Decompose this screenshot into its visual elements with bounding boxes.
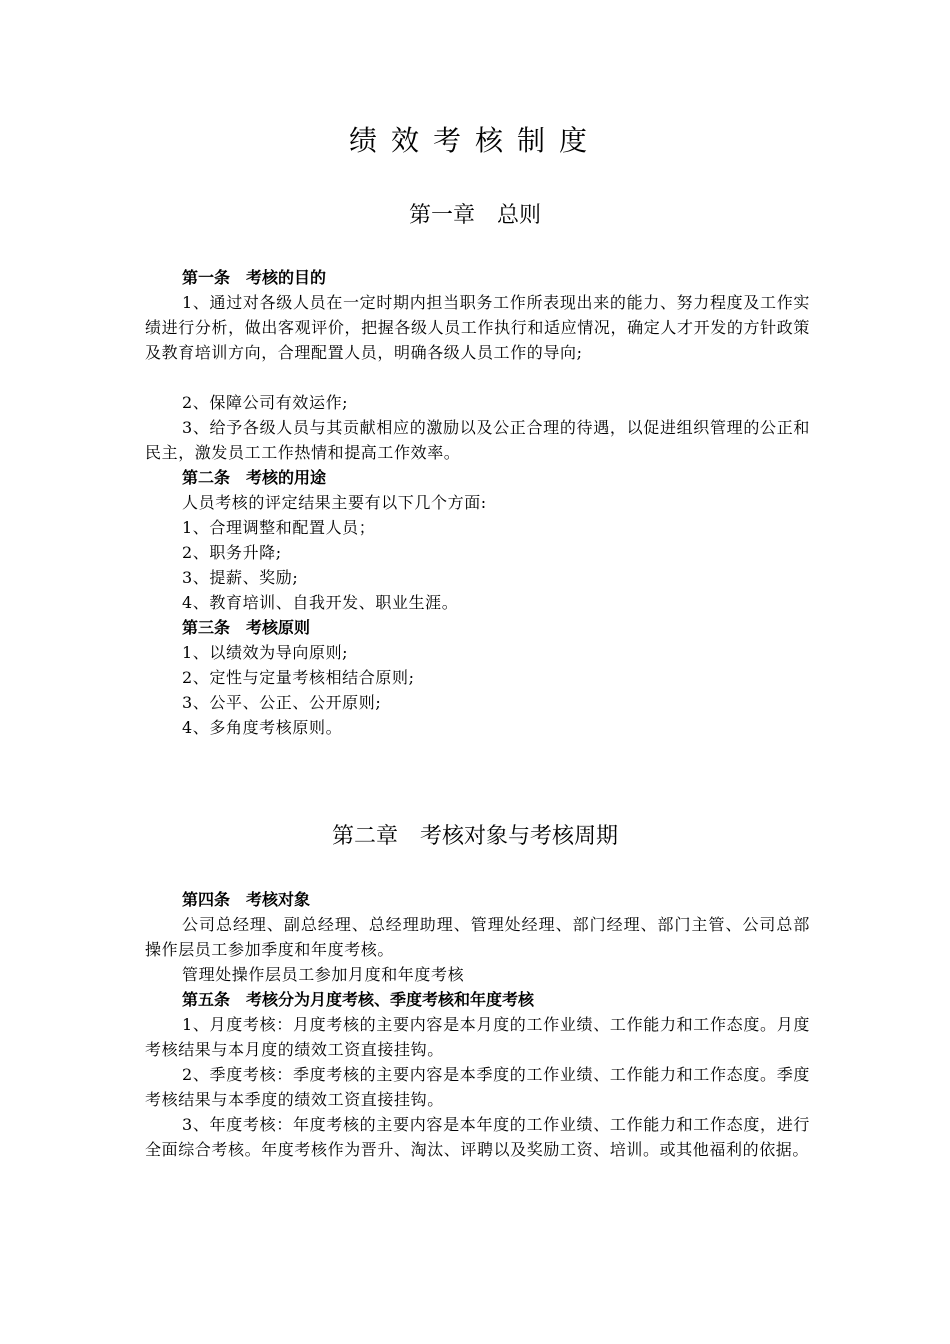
article-4-paragraph-2: 管理处操作层员工参加月度和年度考核 [182,965,465,984]
chapter-2-heading: 第二章 考核对象与考核周期 [331,824,618,849]
article-1-item-1: 1、通过对各级人员在一定时期内担当职务工作所表现出来的能力、努力程度及工作实绩进行分析，做出客观评价，把握各级人员工作执行和适应情况，确定人才开发的方针政策及教育培训方向，合理配置人员，明确各级人员工作的导向; [145,293,810,362]
chapter-1-heading: 第一章 总则 [408,203,541,228]
article-2-item-4: 4、教育培训、自我开发、职业生涯。 [182,593,459,612]
article-2-item-3: 3、提薪、奖励; [182,568,299,587]
chapter-2-body [145,887,810,1162]
article-3-title: 第三条 考核原则 [182,618,311,637]
article-4-title: 第四条 考核对象 [182,890,311,909]
article-1-item-2: 2、保障公司有效运作; [182,393,349,412]
article-3-item-4: 4、多角度考核原则。 [182,718,343,737]
document-title: 绩效考核制度 [348,124,601,157]
article-1-item-3: 3、给予各级人员与其贡献相应的激励以及公正合理的待遇，以促进组织管理的公正和民主，激发员工工作热情和提高工作效率。 [145,418,810,462]
article-3-item-3: 3、公平、公正、公开原则; [182,693,382,712]
article-5-item-2: 2、季度考核：季度考核的主要内容是本季度的工作业绩、工作能力和工作态度。季度考核结果与本季度的绩效工资直接挂钩。 [145,1065,810,1109]
article-3-item-1: 1、以绩效为导向原则; [182,643,349,662]
article-3-item-2: 2、定性与定量考核相结合原则; [182,668,415,687]
article-2-item-1: 1、合理调整和配置人员； [182,518,376,537]
article-2-title: 第二条 考核的用途 [182,468,327,487]
article-5-item-3: 3、年度考核：年度考核的主要内容是本年度的工作业绩、工作能力和工作态度，进行全面综合考核。年度考核作为晋升、淘汰、评聘以及奖励工资、培训。或其他福利的依据。 [145,1115,810,1159]
spacer [145,365,810,390]
article-1-title: 第一条 考核的目的 [182,268,327,287]
article-4-paragraph-1: 公司总经理、副总经理、总经理助理、管理处经理、部门经理、部门主管、公司总部操作层员工参加季度和年度考核。 [145,915,810,959]
article-5-title: 第五条 考核分为月度考核、季度考核和年度考核 [182,990,535,1009]
chapter-1-body [145,265,810,740]
article-5-item-1: 1、月度考核：月度考核的主要内容是本月度的工作业绩、工作能力和工作态度。月度考核结果与本月度的绩效工资直接挂钩。 [145,1015,810,1059]
article-2-intro: 人员考核的评定结果主要有以下几个方面: [182,493,487,512]
article-2-item-2: 2、职务升降; [182,543,282,562]
